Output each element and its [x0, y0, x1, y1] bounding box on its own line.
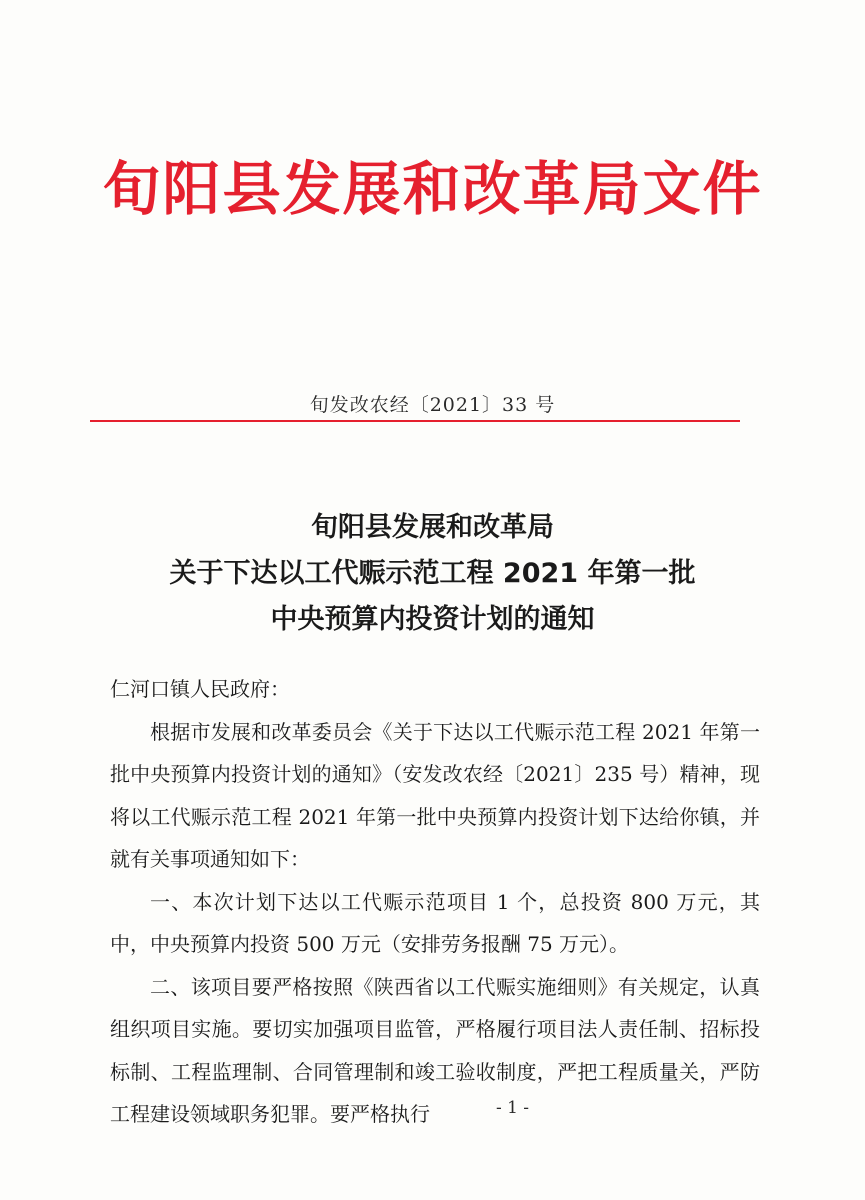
body-paragraph-3: 二、该项目要严格按照《陕西省以工代赈实施细则》有关规定，认真组织项目实施。要切实加强项目监管，严格履行项目法人责任制、招标投标制、工程监理制、合同管理制和竣工验收制度，严把工程质量关，严防工程建设领域职务犯罪。要严格执行 [110, 974, 760, 1126]
red-divider-line [90, 420, 740, 422]
page-number: - 1 - [495, 1098, 530, 1118]
title-line-2: 关于下达以工代赈示范工程 2021 年第一批 [169, 558, 696, 589]
body-paragraph-1: 根据市发展和改革委员会《关于下达以工代赈示范工程 2021 年第一批中央预算内投资计划的通知》（安发改农经〔2021〕235 号）精神，现将以工代赈示范工程 2021 年第一批中央预算内投资计划下达给你镇，并就有关事项通知如下： [110, 719, 760, 871]
issuer-header-title: 旬阳县发展和改革局文件 [102, 155, 763, 223]
title-line-1: 旬阳县发展和改革局 [311, 512, 554, 543]
document-number: 旬发改农经〔2021〕33 号 [309, 394, 556, 416]
salutation: 仁河口镇人民政府： [110, 677, 290, 701]
document-title [0, 505, 865, 643]
title-line-3: 中央预算内投资计划的通知 [270, 604, 595, 635]
body-paragraph-2: 一、本次计划下达以工代赈示范项目 1 个，总投资 800 万元，其中，中央预算内投资 500 万元（安排劳务报酬 75 万元）。 [110, 889, 760, 956]
document-body [110, 668, 760, 1136]
